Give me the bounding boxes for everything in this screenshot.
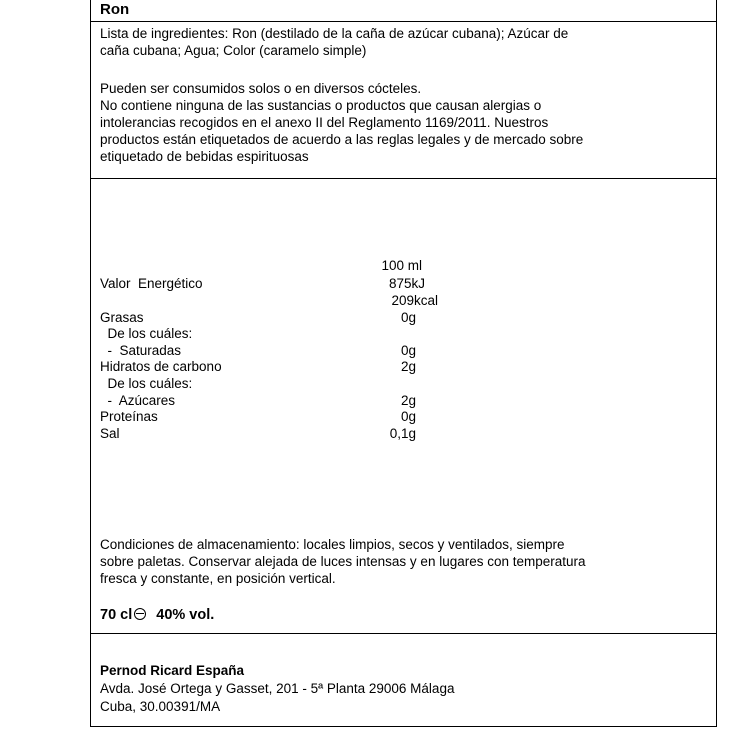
- usage-divider: [90, 178, 717, 179]
- nutrition-label: Proteínas: [100, 409, 158, 424]
- nutrition-value: 2g: [400, 393, 416, 408]
- nutrition-label: De los cuáles:: [100, 376, 193, 391]
- usage-line-3: intolerancias recogidos en el anexo II del Reglamento 1169/2011. Nuestros: [100, 115, 549, 130]
- nutrition-label: - Saturadas: [100, 343, 182, 358]
- estimated-sign-icon: [134, 608, 146, 620]
- nutrition-value: 875kJ: [388, 276, 425, 291]
- ingredients-line-1: Lista de ingredientes: Ron (destilado de la caña de azúcar cubana); Azúcar de: [100, 26, 569, 41]
- nutrition-value: 0g: [400, 310, 416, 325]
- product-name: Ron: [100, 1, 130, 18]
- nutrition-value: 0g: [400, 409, 416, 424]
- usage-line-2: No contiene ninguna de las sustancias o productos que causan alergias o: [100, 98, 542, 113]
- nutrition-label: De los cuáles:: [100, 326, 193, 341]
- nutrition-value: 0,1g: [389, 426, 416, 441]
- nutrition-value: 2g: [400, 359, 416, 374]
- usage-line-4: productos están etiquetados de acuerdo a las reglas legales y de mercado sobre: [100, 132, 584, 147]
- storage-line-3: fresca y constante, en posición vertical.: [100, 571, 336, 586]
- company-registry: Cuba, 30.00391/MA: [100, 699, 221, 714]
- nutrition-label: Valor Energético: [100, 276, 203, 291]
- nutrition-label: Sal: [100, 426, 120, 441]
- title-divider: [90, 21, 717, 22]
- nutrition-value: 209kcal: [391, 293, 438, 308]
- company-name: Pernod Ricard España: [100, 663, 245, 678]
- nutrition-header: 100 ml: [381, 258, 422, 273]
- volume-quantity: 70 cl: [100, 607, 133, 623]
- storage-line-2: sobre paletas. Conservar alejada de luces intensas y en lugares con temperatura: [100, 554, 586, 569]
- company-address: Avda. José Ortega y Gasset, 201 - 5ª Planta 29006 Málaga: [100, 681, 455, 696]
- nutrition-label: Grasas: [100, 310, 144, 325]
- usage-line-5: etiquetado de bebidas espirituosas: [100, 149, 309, 164]
- usage-line-1: Pueden ser consumidos solos o en diversos cócteles.: [100, 81, 422, 96]
- volume-divider: [90, 633, 717, 634]
- nutrition-value: 0g: [400, 343, 416, 358]
- storage-line-1: Condiciones de almacenamiento: locales limpios, secos y ventilados, siempre: [100, 537, 565, 552]
- volume-line: [100, 607, 214, 623]
- alcohol-content: 40% vol.: [156, 607, 215, 623]
- ingredients-line-2: caña cubana; Agua; Color (caramelo simple): [100, 43, 367, 58]
- nutrition-label: - Azúcares: [100, 393, 176, 408]
- nutrition-label: Hidratos de carbono: [100, 359, 222, 374]
